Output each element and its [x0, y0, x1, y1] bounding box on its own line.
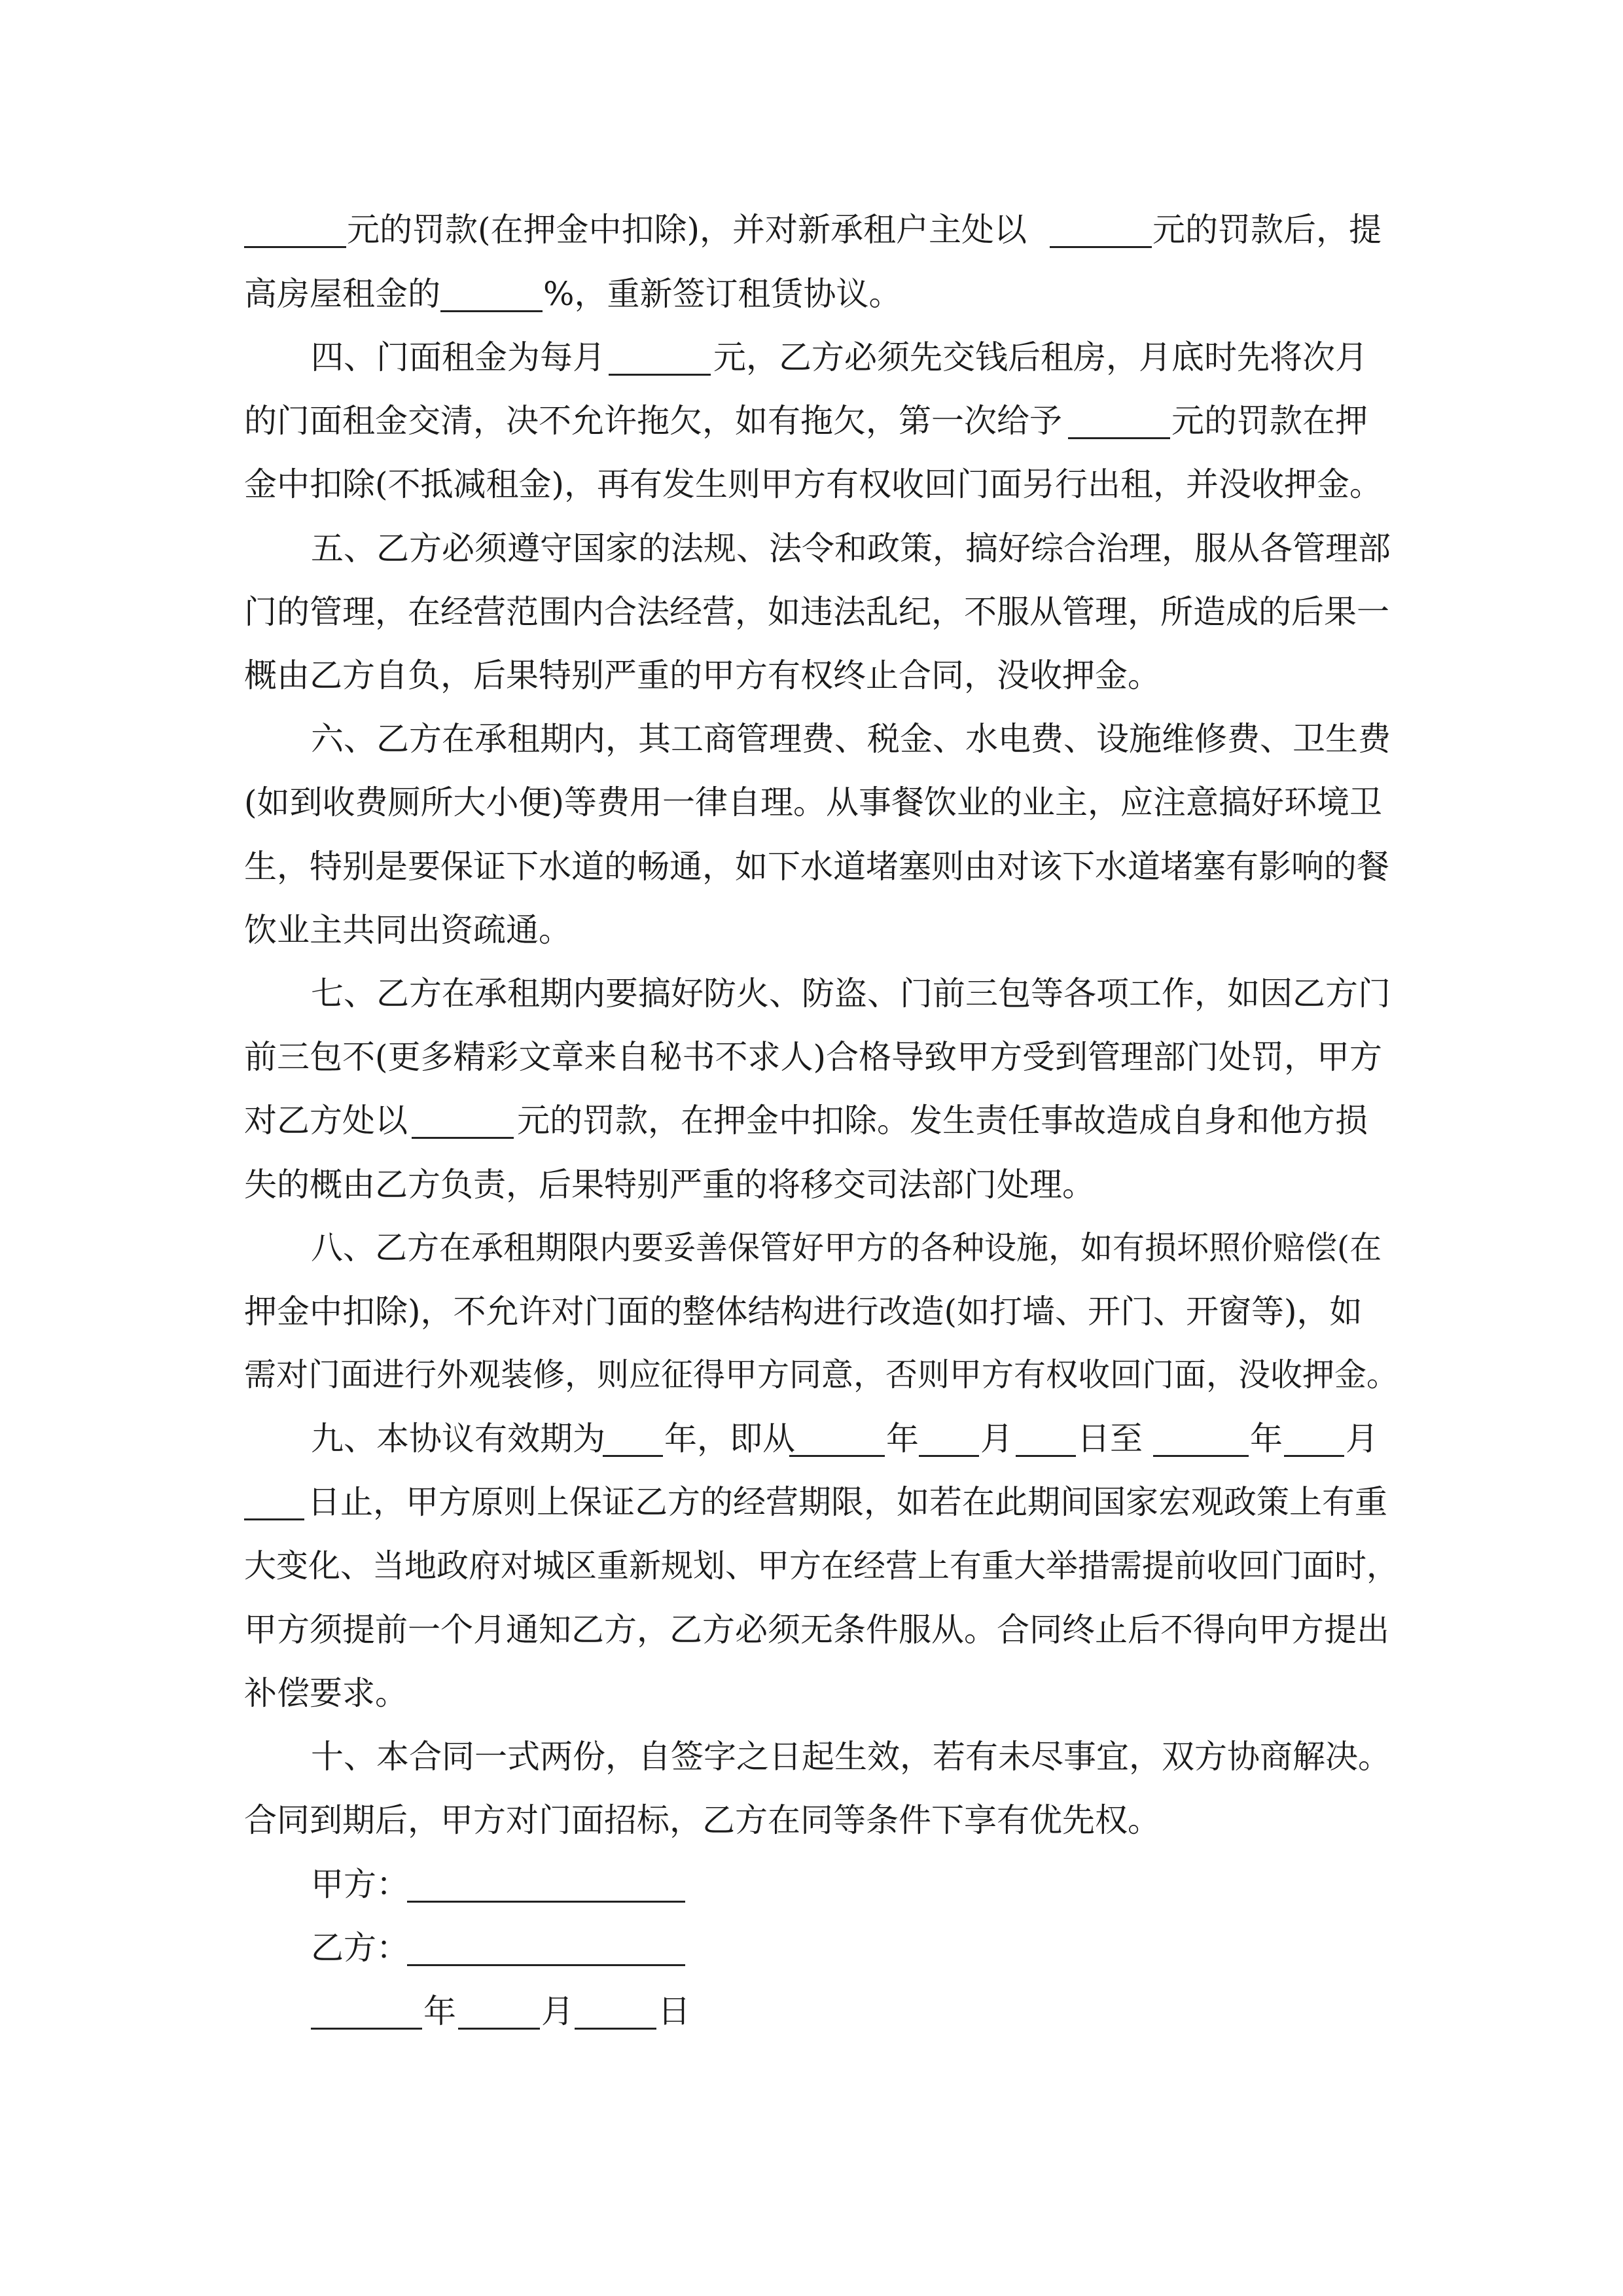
line-text: 四、门面租金为每月 — [311, 338, 605, 376]
paragraph-line — [0, 1598, 1623, 1662]
signature-date-line — [0, 1979, 1623, 2043]
paragraph-line — [0, 198, 1623, 262]
paragraph-line — [0, 961, 1623, 1026]
paragraph-line — [0, 452, 1623, 516]
line-text: 年 — [886, 1420, 919, 1458]
line-text: 日至 — [1077, 1420, 1143, 1458]
paragraph-line — [0, 1088, 1623, 1153]
line-text: 日止，甲方原则上保证乙方的经营期限，如若在此期间国家宏观政策上有重 — [308, 1483, 1387, 1521]
fill-in-blank — [440, 310, 543, 312]
party-a-label: 甲方： — [311, 1865, 409, 1903]
fill-in-blank — [919, 1455, 979, 1457]
line-text: 元的罚款(在押金中扣除)，并对新承租户主处以 — [347, 211, 1027, 249]
paragraph-line — [0, 1725, 1623, 1789]
line-text: 门的管理，在经营范围内合法经营，如违法乱纪，不服从管理，所造成的后果一 — [244, 593, 1389, 631]
paragraph-line — [0, 1216, 1623, 1280]
line-text: 月 — [1346, 1420, 1378, 1458]
line-text: 五、乙方必须遵守国家的法规、法令和政策，搞好综合治理，服从各管理部 — [311, 529, 1391, 567]
fill-in-blank — [609, 374, 711, 376]
month-blank — [458, 2028, 540, 2030]
fill-in-blank — [412, 1137, 514, 1139]
month-label: 月 — [541, 1992, 574, 2030]
year-blank — [311, 2028, 422, 2030]
paragraph-line — [0, 580, 1623, 644]
line-text: 金中扣除(不抵减租金)，再有发生则甲方有权收回门面另行出租，并没收押金。 — [244, 465, 1383, 503]
fill-in-blank — [1153, 1455, 1249, 1457]
paragraph-line — [0, 770, 1623, 834]
line-text: 年 — [1250, 1420, 1283, 1458]
fill-in-blank — [603, 1455, 663, 1457]
line-text: 概由乙方自负，后果特别严重的甲方有权终止合同，没收押金。 — [244, 656, 1160, 694]
signature-line-party-a — [0, 1852, 1623, 1916]
line-text: 大变化、当地政府对城区重新规划、甲方在经营上有重大举措需提前收回门面时， — [244, 1547, 1399, 1585]
paragraph-line — [0, 1470, 1623, 1534]
line-text: (如到收费厕所大小便)等费用一律自理。从事餐饮业的业主，应注意搞好环境卫 — [244, 783, 1383, 821]
paragraph-line — [0, 1661, 1623, 1725]
party-b-signature-blank — [407, 1964, 685, 1966]
party-a-signature-blank — [407, 1901, 685, 1903]
line-text: 补偿要求。 — [244, 1674, 408, 1712]
paragraph-line — [0, 1153, 1623, 1217]
paragraph-line — [0, 262, 1623, 326]
line-text: 甲方须提前一个月通知乙方，乙方必须无条件服从。合同终止后不得向甲方提出 — [244, 1611, 1389, 1649]
line-text: 元的罚款在押 — [1171, 402, 1368, 440]
signature-line-party-b — [0, 1916, 1623, 1980]
fill-in-blank — [244, 1518, 304, 1520]
line-text: 月 — [980, 1420, 1013, 1458]
paragraph-line — [0, 1025, 1623, 1089]
paragraph-line — [0, 1534, 1623, 1598]
fill-in-blank — [789, 1455, 885, 1457]
paragraph-line — [0, 834, 1623, 899]
line-text: 的门面租金交清，决不允许拖欠，如有拖欠，第一次给予 — [244, 402, 1062, 440]
paragraph-line — [0, 643, 1623, 708]
line-text: 年，即从 — [664, 1420, 795, 1458]
line-text: 六、乙方在承租期内，其工商管理费、税金、水电费、设施维修费、卫生费 — [311, 720, 1391, 758]
party-b-label: 乙方： — [311, 1929, 409, 1967]
fill-in-blank — [1284, 1455, 1344, 1457]
paragraph-line — [0, 1343, 1623, 1407]
line-text: 饮业主共同出资疏通。 — [244, 911, 571, 949]
paragraph-line — [0, 707, 1623, 771]
line-text: 七、乙方在承租期内要搞好防火、防盗、门前三包等各项工作，如因乙方门 — [311, 975, 1391, 1013]
line-text: 对乙方处以 — [244, 1102, 408, 1139]
paragraph-line — [0, 1280, 1623, 1344]
line-text: 前三包不(更多精彩文章来自秘书不求人)合格导致甲方受到管理部门处罚，甲方 — [244, 1038, 1383, 1076]
line-text: %，重新签订租赁协议。 — [543, 275, 902, 313]
paragraph-line — [0, 1407, 1623, 1471]
paragraph-line — [0, 389, 1623, 453]
year-label: 年 — [423, 1992, 456, 2030]
line-text: 需对门面进行外观装修，则应征得甲方同意，否则甲方有权收回门面，没收押金。 — [244, 1356, 1399, 1393]
day-label: 日 — [658, 1992, 690, 2030]
fill-in-blank — [1016, 1455, 1076, 1457]
fill-in-blank — [244, 246, 346, 248]
line-text: 十、本合同一式两份，自签字之日起生效，若有未尽事宜，双方协商解决。 — [311, 1738, 1391, 1776]
paragraph-line — [0, 1788, 1623, 1852]
line-text: 八、乙方在承租期限内要妥善保管好甲方的各种设施，如有损坏照价赔偿(在 — [311, 1229, 1382, 1266]
line-text: 元的罚款，在押金中扣除。发生责任事故造成自身和他方损 — [517, 1102, 1368, 1139]
line-text: 合同到期后，甲方对门面招标，乙方在同等条件下享有优先权。 — [244, 1801, 1160, 1839]
line-text: 元的罚款后，提 — [1152, 211, 1382, 249]
line-text: 押金中扣除)，不允许对门面的整体结构进行改造(如打墙、开门、开窗等)，如 — [244, 1293, 1363, 1331]
line-text: 九、本协议有效期为 — [311, 1420, 605, 1458]
paragraph-line — [0, 516, 1623, 581]
fill-in-blank — [1050, 246, 1152, 248]
line-text: 高房屋租金的 — [244, 275, 440, 313]
line-text: 生，特别是要保证下水道的畅通，如下水道堵塞则由对该下水道堵塞有影响的餐 — [244, 848, 1389, 886]
line-text: 元，乙方必须先交钱后租房，月底时先将次月 — [713, 338, 1368, 376]
fill-in-blank — [1068, 437, 1170, 439]
paragraph-line — [0, 898, 1623, 962]
day-blank — [575, 2028, 656, 2030]
paragraph-line — [0, 325, 1623, 389]
line-text: 失的概由乙方负责，后果特别严重的将移交司法部门处理。 — [244, 1166, 1095, 1204]
